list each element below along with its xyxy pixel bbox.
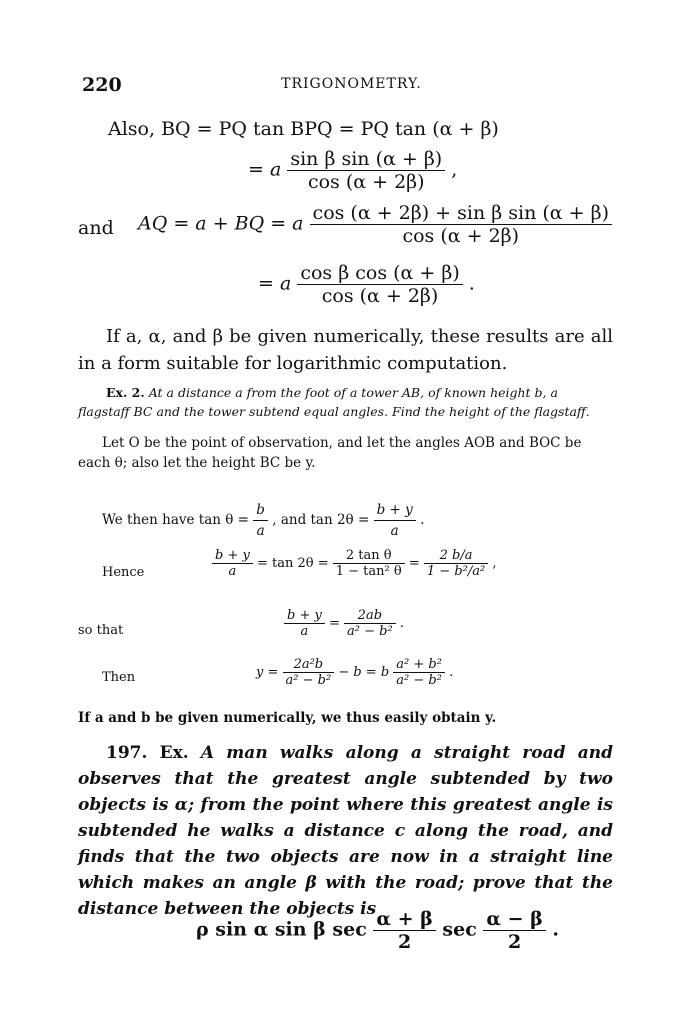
eq-lhs: AQ = a + BQ = a <box>138 212 304 235</box>
section-197 <box>78 740 613 922</box>
conclusion-line: If a and b be given numerically, we thus easily obtain y. <box>78 710 497 726</box>
numerator: b + y <box>376 502 413 518</box>
example-label: Ex. <box>159 743 189 763</box>
punctuation: . <box>468 272 475 295</box>
final-expression <box>196 908 559 953</box>
denominator: a <box>284 623 325 639</box>
and-label: and <box>78 217 114 239</box>
solution-paragraph: Let O be the point of observation, and let the angles AOB and BOC be each θ; also let the height BC be y. <box>78 435 582 471</box>
then-equation <box>256 657 453 688</box>
numerator: b + y <box>287 608 322 623</box>
numerator: α + β <box>376 908 433 930</box>
page-header <box>82 74 621 98</box>
fraction <box>374 500 416 541</box>
text: = <box>328 616 340 631</box>
page-number: 220 <box>82 74 122 96</box>
fraction <box>393 657 445 688</box>
fraction <box>344 608 396 639</box>
punctuation: . <box>420 512 425 528</box>
section-number: 197. <box>106 743 148 763</box>
so-that-equation <box>284 608 404 639</box>
hence-equation <box>212 548 496 579</box>
fraction <box>483 908 545 953</box>
equation-line-4 <box>258 262 475 307</box>
numerator: b <box>256 502 265 518</box>
eq-prefix: = a <box>258 272 292 295</box>
denominator: a² − b² <box>393 672 445 688</box>
numerator: 2 tan θ <box>345 548 392 563</box>
text: We then have tan θ = <box>102 512 249 528</box>
then-label: Then <box>102 670 136 685</box>
example-text: At a distance a from the foot of a tower AB, of known height b, a flagstaff BC and the tower subtend equal angles. Find the height of the flagstaff. <box>78 385 590 419</box>
fraction <box>287 148 445 193</box>
numerator: 2a²b <box>293 657 324 672</box>
fraction <box>333 548 405 579</box>
punctuation: . <box>552 918 560 941</box>
equation-line-1: Also, BQ = PQ tan BPQ = PQ tan (α + β) <box>108 118 499 140</box>
text: sec <box>442 918 477 941</box>
denominator: a <box>212 563 253 579</box>
text: = <box>408 556 420 571</box>
denominator: 2 <box>373 930 435 953</box>
numerator: 2ab <box>357 608 383 623</box>
paragraph: If a, α, and β be given numerically, these results are all in a form suitable for logarithmic computation. <box>78 326 613 374</box>
fraction <box>373 908 435 953</box>
denominator: 1 − b²/a² <box>424 563 488 579</box>
text: y = <box>256 665 279 680</box>
fraction <box>253 500 268 541</box>
numerator: cos (α + 2β) + sin β sin (α + β) <box>312 202 610 224</box>
text: , and tan 2θ = <box>272 512 370 528</box>
text: ρ sin α sin β sec <box>196 918 367 941</box>
denominator: cos (α + 2β) <box>310 224 612 247</box>
example-label: Ex. 2. <box>106 385 145 400</box>
fraction <box>283 657 335 688</box>
running-title: TRIGONOMETRY. <box>281 76 422 92</box>
fraction <box>424 548 488 579</box>
denominator: cos (α + 2β) <box>297 284 462 307</box>
denominator: a <box>253 520 268 541</box>
text: − b = b <box>338 665 390 680</box>
example-2 <box>78 383 613 421</box>
denominator: a <box>374 520 416 541</box>
punctuation: . <box>399 616 404 631</box>
denominator: a² − b² <box>283 672 335 688</box>
numerator: α − β <box>486 908 543 930</box>
problem-text: A man walks along a straight road and observes that the greatest angle subtended by two objects is α; from the point where this greatest angle is subtended he walks a distance c along the road, and finds that the two objects are now in a straight line which makes an angle β with the road; prove that the distance between the objects is <box>78 743 613 919</box>
denominator: cos (α + 2β) <box>287 170 445 193</box>
denominator: a² − b² <box>344 623 396 639</box>
punctuation: . <box>449 665 454 680</box>
denominator: 2 <box>483 930 545 953</box>
fraction <box>284 608 325 639</box>
text: = tan 2θ = <box>256 556 329 571</box>
numerator: cos β cos (α + β) <box>300 262 460 284</box>
so-that-label: so that <box>78 623 124 638</box>
numerator: 2 b/a <box>439 548 473 563</box>
equation-line-3 <box>138 202 612 247</box>
hence-label: Hence <box>102 565 145 580</box>
punctuation: , <box>451 158 458 181</box>
numerator: sin β sin (α + β) <box>290 148 443 170</box>
equation-line-2 <box>248 148 457 193</box>
eq-prefix: = a <box>248 158 282 181</box>
punctuation: , <box>492 556 497 571</box>
fraction <box>212 548 253 579</box>
numerator: b + y <box>215 548 250 563</box>
numerator: a² + b² <box>396 657 442 672</box>
denominator: 1 − tan² θ <box>333 563 405 579</box>
fraction <box>297 262 462 307</box>
we-then-line <box>102 500 424 541</box>
fraction <box>310 202 612 247</box>
